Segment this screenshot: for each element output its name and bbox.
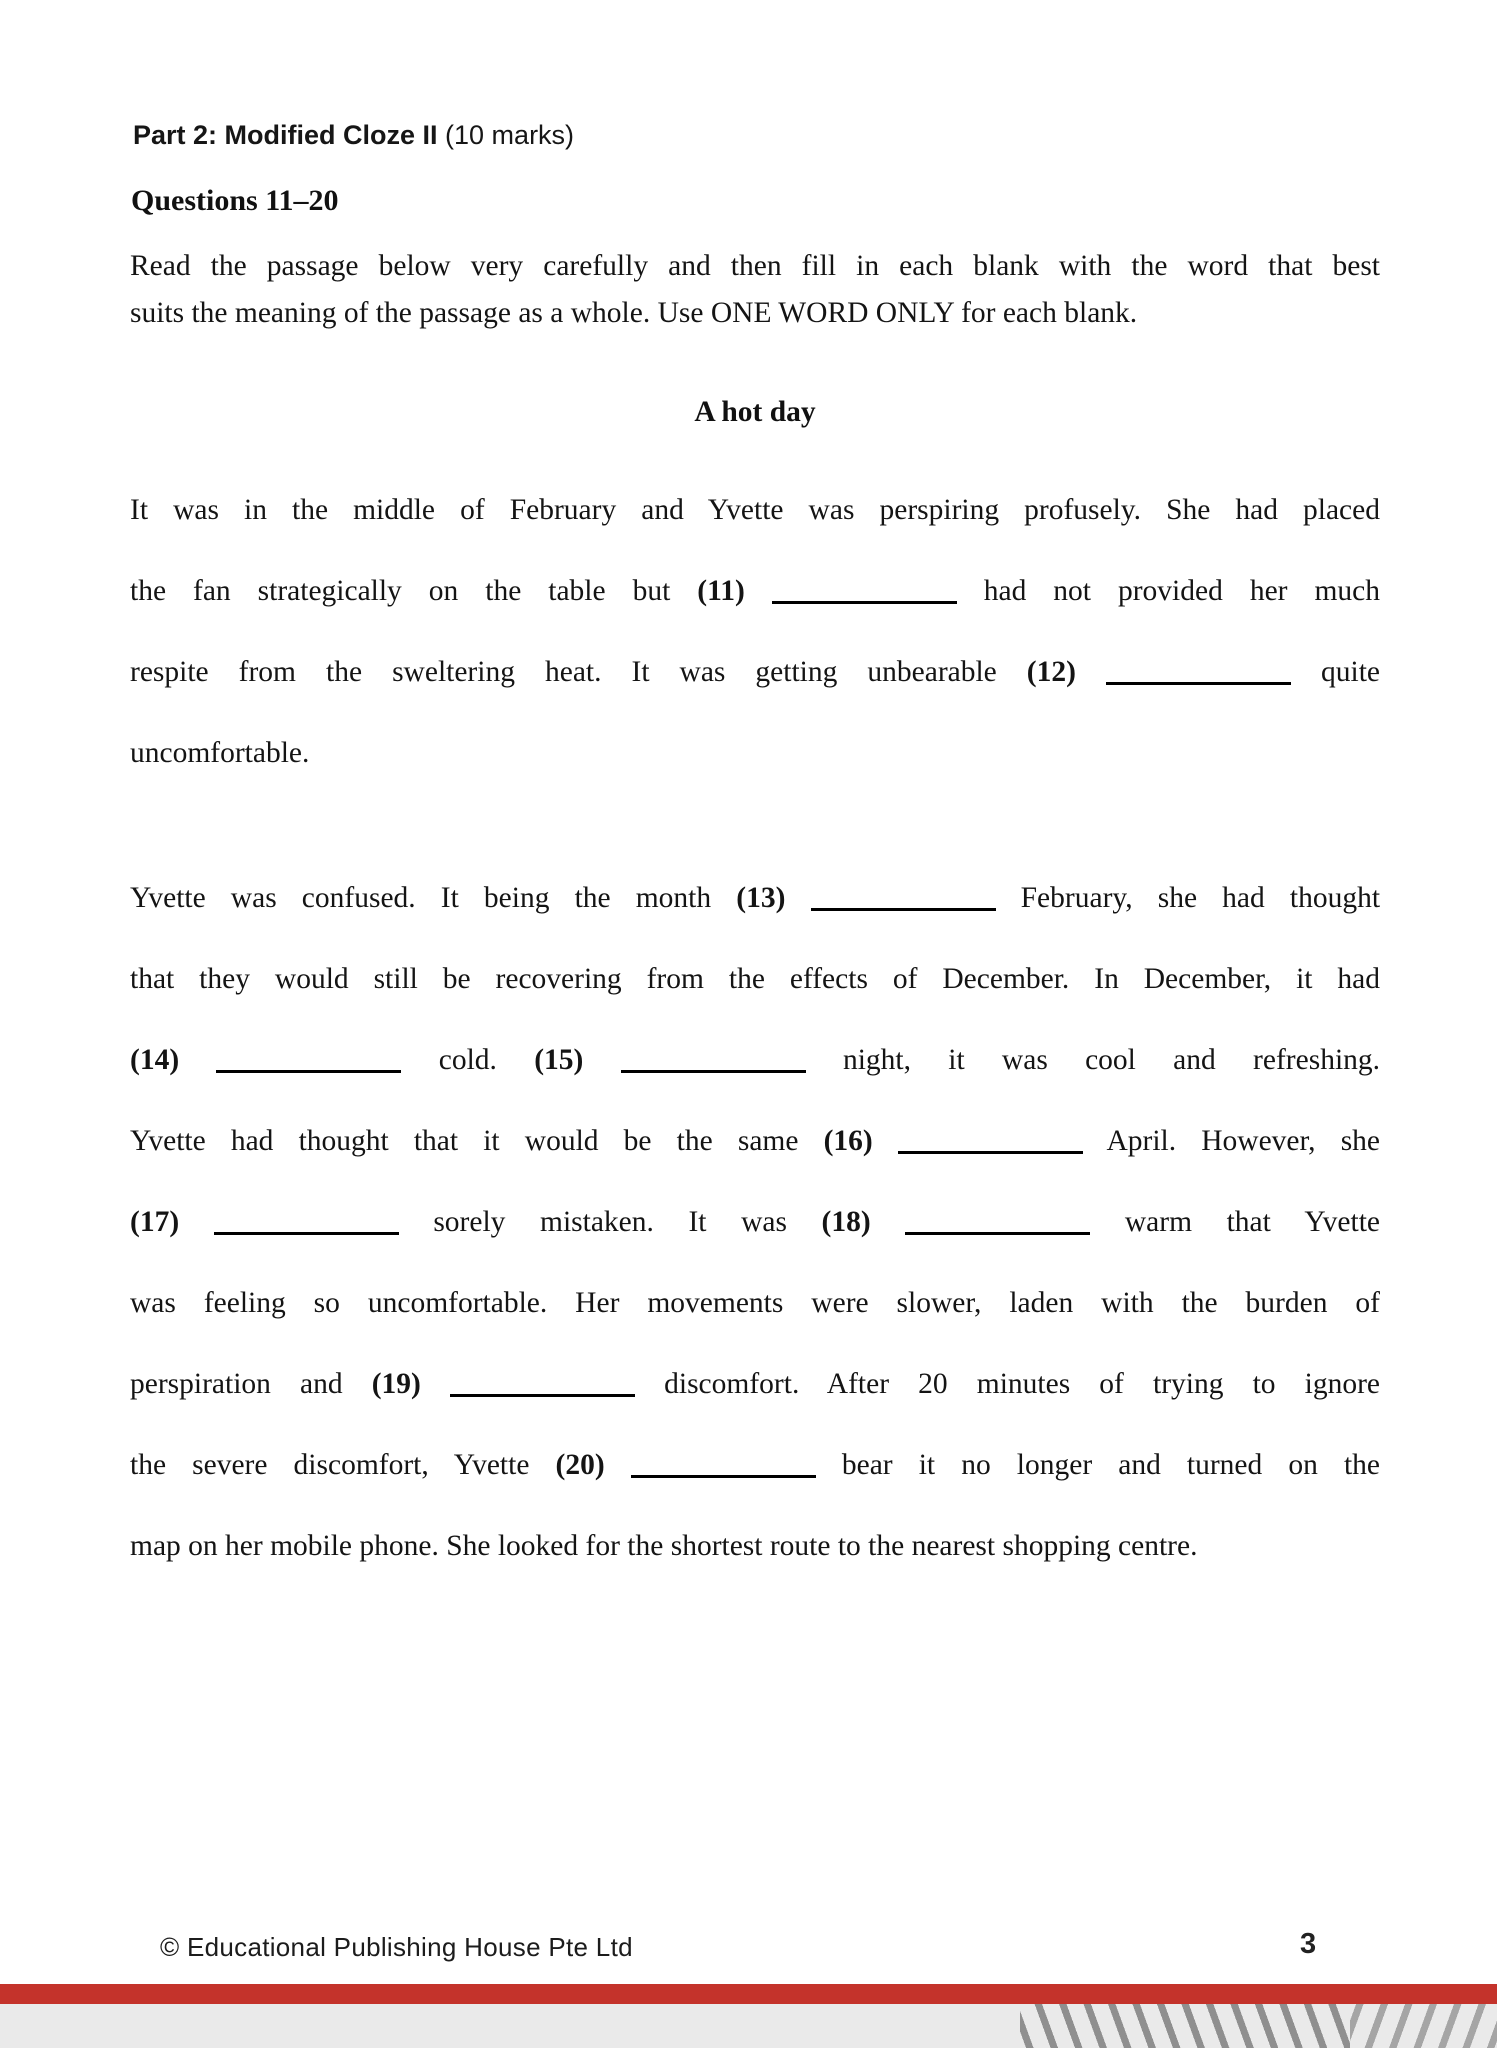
question-number: (14) <box>130 1044 180 1076</box>
answer-blank-14 <box>216 1065 401 1073</box>
question-number: (11) <box>697 575 745 607</box>
passage-line: Yvette was confused. It being the month (13) February, she had thought <box>130 882 1381 914</box>
instructions-line-2: suits the meaning of the passage as a whole. Use ONE WORD ONLY for each blank. <box>130 297 1138 329</box>
passage-line: that they would still be recovering from the effects of December. In December, it had <box>130 963 1380 995</box>
passage-paragraph <box>130 858 1380 1587</box>
passage-line: uncomfortable. <box>130 737 310 769</box>
page-number: 3 <box>1300 1928 1317 1960</box>
part-heading-marks: (10 marks) <box>437 120 575 150</box>
answer-blank-11 <box>772 596 957 604</box>
passage-title: A hot day <box>694 396 816 428</box>
passage-line: (17) sorely mistaken. It was (18) warm that Yvette <box>130 1206 1381 1238</box>
answer-blank-12 <box>1106 677 1291 685</box>
footer-copyright: © Educational Publishing House Pte Ltd <box>160 1932 633 1962</box>
question-number: (17) <box>130 1206 180 1238</box>
passage-line: perspiration and (19) discomfort. After 20 minutes of trying to ignore <box>130 1368 1381 1400</box>
question-number: (15) <box>534 1044 584 1076</box>
passage-paragraph <box>130 470 1380 794</box>
footer-decor-band <box>0 2004 1497 2048</box>
footer-diagonal-stripes-left <box>1020 2004 1350 2048</box>
passage-body <box>130 470 1380 1587</box>
answer-blank-13 <box>811 903 996 911</box>
passage-line: the fan strategically on the table but (11) had not provided her much <box>130 575 1380 607</box>
instructions <box>130 243 1380 337</box>
part-heading <box>133 118 574 152</box>
question-number: (13) <box>736 882 786 914</box>
answer-blank-15 <box>621 1065 806 1073</box>
passage-line: It was in the middle of February and Yvette was perspiring profusely. She had placed <box>130 494 1380 526</box>
answer-blank-20 <box>631 1470 816 1478</box>
answer-blank-17 <box>214 1227 399 1235</box>
passage-line: map on her mobile phone. She looked for the shortest route to the nearest shopping centre. <box>130 1530 1198 1562</box>
question-number: (18) <box>821 1206 871 1238</box>
instructions-line-1: Read the passage below very carefully and then fill in each blank with the word that best <box>130 250 1380 282</box>
passage-line: the severe discomfort, Yvette (20) bear it no longer and turned on the <box>130 1449 1380 1481</box>
passage-line: respite from the sweltering heat. It was getting unbearable (12) quite <box>130 656 1380 688</box>
passage-line: was feeling so uncomfortable. Her movements were slower, laden with the burden of <box>130 1287 1380 1319</box>
question-number: (20) <box>555 1449 605 1481</box>
part-heading-title: Part 2: Modified Cloze II <box>133 120 438 150</box>
footer-accent-bar <box>0 1984 1497 2004</box>
answer-blank-16 <box>898 1146 1083 1154</box>
question-number: (19) <box>371 1368 421 1400</box>
passage-line: Yvette had thought that it would be the same (16) April. However, she <box>130 1125 1381 1157</box>
question-number: (16) <box>823 1125 873 1157</box>
question-number: (12) <box>1026 656 1076 688</box>
footer-diagonal-stripes-right <box>1350 2004 1497 2048</box>
questions-range-heading: Questions 11–20 <box>131 184 339 217</box>
answer-blank-18 <box>905 1227 1090 1235</box>
answer-blank-19 <box>450 1389 635 1397</box>
passage-line: (14) cold. (15) night, it was cool and refreshing. <box>130 1044 1381 1076</box>
